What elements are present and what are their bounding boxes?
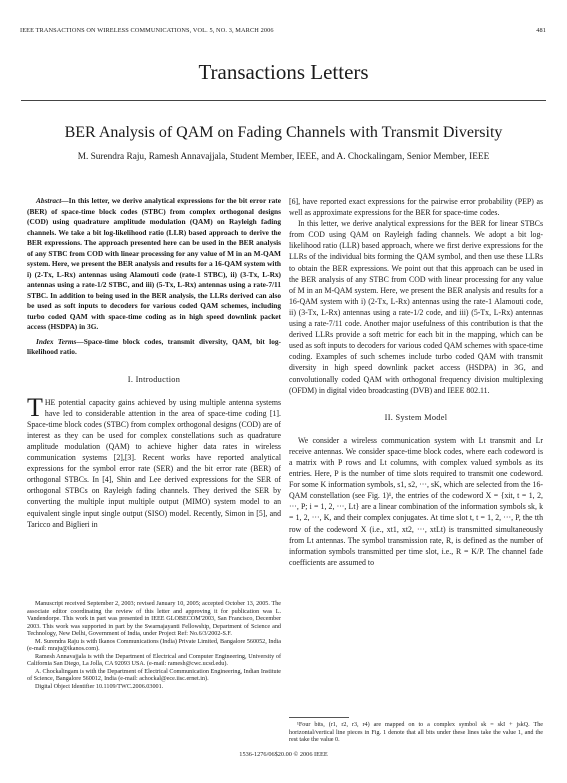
- abstract-text: In this letter, we derive analytical expressions for the bit error rate (BER) of space-time block codes (STBC) from complex orthogonal designs (COD) using quadrature amplitude modulation (QAM) on Rayleigh fading channels. We take a bit log-likelihood ratio (LLR) based approach to derive the BER expressions. The approach presented here can be used in the BER analysis of any STBC from COD with linear processing for any value of M in an M-QAM system. Here, we present the BER analysis and results for a 16-QAM system with i) (2-Tx, L-Rx) antennas using Alamouti code (rate-1 STBC), ii) (3-Tx, L-Rx) antennas using a rate-1/2 STBC, and iii) (5-Tx, L-Rx) antennas using a rate-7/11 STBC. In addition to being used in the BER analysis, the LLRs derived can also be used as soft inputs to decoders for various coded QAM schemes, including turbo coded QAM with space-time coding as in high speed downlink packet access (HSDPA) in 3G.: [27, 196, 281, 331]
- drop-cap: T: [27, 392, 43, 422]
- footnotes-left: [27, 601, 281, 691]
- journal-citation: IEEE TRANSACTIONS ON WIRELESS COMMUNICATIONS, VOL. 5, NO. 3, MARCH 2006: [20, 27, 274, 34]
- page-number: 481: [536, 27, 546, 34]
- intro-paragraph-1: [27, 392, 281, 530]
- footnote-manuscript: Manuscript received September 2, 2003; revised January 10, 2005; accepted October 13, 2005. The associate editor coordinating the review of this letter and approving it for publication was L. Vandendorpe. This work in part was presented in IEEE GLOBECOM'2003, San Francisco, December 2003. This work was supported in part by the Swarnajayanti Fellowship, Department of Science and Technology, New Delhi, Government of India, under Project Ref: No.6/3/2002-S.F.: [27, 601, 281, 637]
- index-terms-label: Index Terms—: [36, 336, 84, 346]
- abstract-label: Abstract—: [36, 196, 69, 205]
- footnote-author-3: A. Chockalingam is with the Department of Electrical Communication Engineering, Indian Institute of Science, Bangalore 560012, India (e-mail: achockal@ece.iisc.ernet.in).: [27, 668, 281, 682]
- section-heading-system-model: II. System Model: [384, 412, 448, 422]
- index-terms-text: Space-time block codes, transmit diversity, QAM, bit log-likelihood ratio.: [27, 336, 281, 356]
- footnote-author-2: Ramesh Annavajjala is with the Department of Electrical and Computer Engineering, University of California San Diego, La Jolla, CA 92093 USA. (e-mail: ramesh@cwc.ucsd.edu).: [27, 653, 281, 667]
- footnote-author-1: M. Surendra Raju is with Ikanos Communications (India) Private Limited, Bangalore 560052, India (e-mail: mraju@ikanos.com).: [27, 638, 281, 652]
- paper-title: BER Analysis of QAM on Fading Channels with Transmit Diversity: [64, 124, 503, 141]
- footnote-1: ¹Four bits, (r1, r2, r3, r4) are mapped on to a complex symbol sk = skI + jskQ. The horizontal/vertical line pieces in Fig. 1 denote that all bits under these lines take the value 1, and the rest take the value 0.: [289, 722, 543, 743]
- header-rule: [21, 100, 546, 101]
- system-model-paragraph-1: We consider a wireless communication system with Lt transmit and Lr receive antennas. We consider space-time block codes, where each codeword is a matrix with P rows and Lt columns, with complex valued symbols as its entries. Here, P is the number of time slots required to transmit one codeword. For some K information symbols, s1, s2, ···, sK, which are selected from the 16-QAM constellation (see Fig. 1)¹, the entries of the codeword X = {xit, t = 1, 2, ···, P; i = 1, 2, ···, Lt} are a linear combination of the information symbols sk, k = 1, 2, ···, K, and their complex conjugates. At time slot t, t = 1, 2, ···, P, the tth row of the codeword X (i.e., xt1, xt2, ···, xtLt) is transmitted simultaneously from Lt antennas. The symbol transmission rate, R, is defined as the number of information symbols transmitted per time slot, i.e., R = K/P. The channel fade coefficients are assumed to: [289, 435, 543, 567]
- intro-paragraph-3: In this letter, we derive analytical expressions for the BER for linear STBCs from COD using QAM on Rayleigh fading channels. We adopt a bit log-likelihood ratio (LLR) based approach, where we first derive expressions for the LLRs of the individual bits forming the QAM symbol, and then use these LLRs to obtain the BER expressions. We point out that this approach can be used in the BER analysis of any STBC from COD with linear processing for any value of M in an M-QAM system. Here, we present the BER analysis and results for a 16-QAM system with i) (2-Tx, L-Rx) antennas using the rate-1 Alamouti code, ii) (3-Tx, L-Rx) antennas using a rate-1/2 code, and iii) (5-Tx, L-Rx) antennas using a rate-7/11 code. Another major usefulness of this contribution is that the derived LLRs provide a soft metric for each bit in the mapping, which can be used as soft inputs to decoders for various coded QAM schemes with space-time coding. Examples of such schemes include turbo coded QAM with transmit diversity in high speed downlink packet access (HSDPA) in 3G, and convolutionally coded QAM with orthogonal frequency division multiplexing (OFDM) in digital video broadcasting (DVB) and IEEE 802.11.: [289, 219, 543, 395]
- right-column: [289, 196, 543, 568]
- footnote-right: [289, 717, 543, 745]
- intro-paragraph-2: [6], have reported exact expressions for the pairwise error probability (PEP) as well as approximate expressions for the BER for space-time codes.: [289, 197, 543, 218]
- left-column: [27, 196, 281, 530]
- index-terms: [27, 337, 281, 358]
- running-head: [20, 27, 546, 34]
- author-list: M. Surendra Raju, Ramesh Annavajjala, Student Member, IEEE, and A. Chockalingam, Senior Member, IEEE: [77, 152, 490, 162]
- abstract: [27, 196, 281, 333]
- intro-paragraph-1-text: HE potential capacity gains achieved by using multiple antenna systems have led to considerable attention in the area of space-time coding [1]. Space-time block codes (STBC) from complex orthogonal designs (COD) are of interest as they can be used for complex constellations such as quadrature amplitude modulation (QAM) to achieve higher data rates in wireless communication systems [2],[3]. Recent works have reported analytical expressions for the symbol error rate (SER) and the bit error rate (BER) of orthogonal STBCs. In [4], Shin and Lee derived expressions for the SER of orthogonal STBCs on Rayleigh fading channels. They derived the SER by converting the multiple input multiple output (MIMO) system model to an equivalent single input single output (SISO) model. Recently, Simon in [5], and Taricco and Biglieri in: [27, 397, 281, 529]
- footnote-rule: [289, 717, 349, 718]
- section-heading-introduction: I. Introduction: [127, 374, 181, 384]
- section-title: Transactions Letters: [198, 60, 369, 84]
- footnote-doi: Digital Object Identifier 10.1109/TWC.2006.03001.: [35, 683, 164, 690]
- copyright-footer: 1536-1276/06$20.00 © 2006 IEEE: [239, 751, 328, 758]
